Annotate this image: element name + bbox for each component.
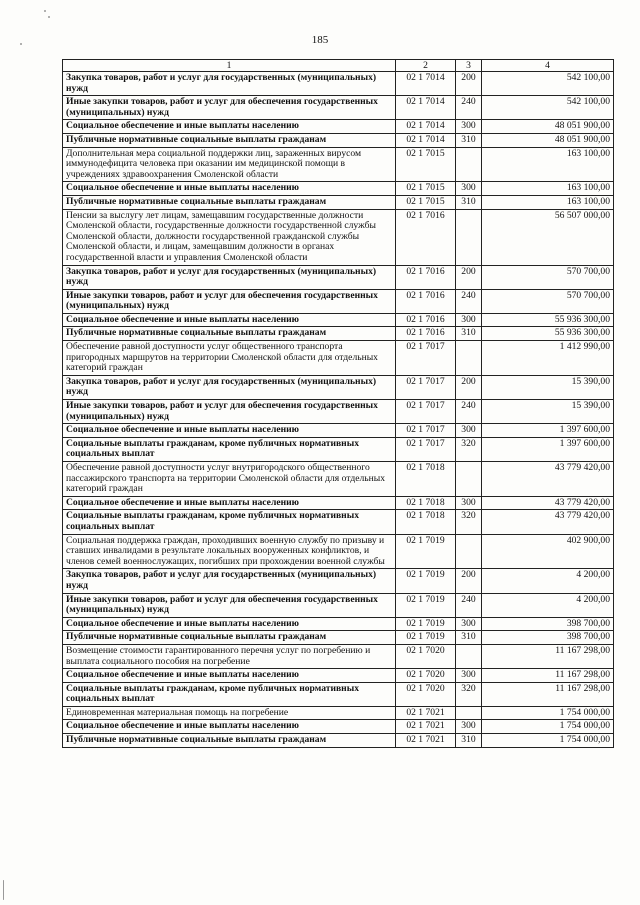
- budget-table: [62, 59, 614, 748]
- row-code: 02 1 7017: [396, 400, 456, 424]
- row-amount: 48 051 900,00: [482, 120, 614, 134]
- row-type: 300: [456, 182, 482, 196]
- row-name: Социальное обеспечение и иные выплаты населению: [63, 182, 396, 196]
- row-amount: 56 507 000,00: [482, 209, 614, 265]
- row-type: [456, 644, 482, 668]
- table-body: [63, 72, 614, 748]
- row-type: 200: [456, 72, 482, 96]
- row-amount: 398 700,00: [482, 631, 614, 645]
- row-amount: 542 100,00: [482, 72, 614, 96]
- row-name: Социальные выплаты гражданам, кроме публичных нормативных социальных выплат: [63, 510, 396, 534]
- header-cell: 1: [63, 60, 396, 72]
- table-row: [63, 72, 614, 96]
- row-amount: 1 412 990,00: [482, 341, 614, 376]
- table-row: [63, 534, 614, 569]
- table-row: [63, 462, 614, 497]
- table-row: [63, 424, 614, 438]
- scan-speck: [20, 43, 22, 45]
- row-name: Социальное обеспечение и иные выплаты населению: [63, 496, 396, 510]
- row-type: 300: [456, 424, 482, 438]
- row-amount: 163 100,00: [482, 147, 614, 182]
- row-name: Социальное обеспечение и иные выплаты населению: [63, 424, 396, 438]
- row-code: 02 1 7019: [396, 569, 456, 593]
- row-code: 02 1 7016: [396, 327, 456, 341]
- row-code: 02 1 7019: [396, 617, 456, 631]
- row-type: 310: [456, 195, 482, 209]
- row-code: 02 1 7017: [396, 341, 456, 376]
- row-amount: 542 100,00: [482, 96, 614, 120]
- row-amount: 55 936 300,00: [482, 327, 614, 341]
- row-name: Публичные нормативные социальные выплаты гражданам: [63, 734, 396, 748]
- header-cell: 3: [456, 60, 482, 72]
- row-name: Возмещение стоимости гарантированного перечня услуг по погребению и выплата социального пособия на погребение: [63, 644, 396, 668]
- row-type: [456, 209, 482, 265]
- table-row: [63, 375, 614, 399]
- row-name: Закупка товаров, работ и услуг для государственных (муниципальных) нужд: [63, 569, 396, 593]
- row-code: 02 1 7014: [396, 72, 456, 96]
- table-row: [63, 341, 614, 376]
- row-code: 02 1 7014: [396, 133, 456, 147]
- table-row: [63, 120, 614, 134]
- row-code: 02 1 7021: [396, 734, 456, 748]
- row-amount: 1 754 000,00: [482, 734, 614, 748]
- table-row: [63, 313, 614, 327]
- row-code: 02 1 7015: [396, 147, 456, 182]
- row-name: Иные закупки товаров, работ и услуг для обеспечения государственных (муниципальных) нужд: [63, 289, 396, 313]
- row-amount: 43 779 420,00: [482, 462, 614, 497]
- table-row: [63, 289, 614, 313]
- row-name: Социальное обеспечение и иные выплаты населению: [63, 720, 396, 734]
- row-code: 02 1 7021: [396, 706, 456, 720]
- row-amount: 570 700,00: [482, 265, 614, 289]
- table-row: [63, 734, 614, 748]
- table-row: [63, 644, 614, 668]
- row-code: 02 1 7017: [396, 437, 456, 461]
- row-name: Закупка товаров, работ и услуг для государственных (муниципальных) нужд: [63, 72, 396, 96]
- row-amount: 11 167 298,00: [482, 644, 614, 668]
- row-type: 240: [456, 593, 482, 617]
- row-type: 310: [456, 327, 482, 341]
- row-amount: 43 779 420,00: [482, 510, 614, 534]
- row-code: 02 1 7016: [396, 265, 456, 289]
- row-code: 02 1 7019: [396, 631, 456, 645]
- table-row: [63, 147, 614, 182]
- row-name: Закупка товаров, работ и услуг для государственных (муниципальных) нужд: [63, 375, 396, 399]
- row-code: 02 1 7016: [396, 313, 456, 327]
- page-number: 185: [311, 34, 329, 46]
- header-cell: 2: [396, 60, 456, 72]
- row-type: 310: [456, 133, 482, 147]
- row-amount: 48 051 900,00: [482, 133, 614, 147]
- row-type: 300: [456, 669, 482, 683]
- row-name: Иные закупки товаров, работ и услуг для обеспечения государственных (муниципальных) нужд: [63, 400, 396, 424]
- table-row: [63, 510, 614, 534]
- row-amount: 15 390,00: [482, 375, 614, 399]
- table-row: [63, 96, 614, 120]
- row-type: 320: [456, 510, 482, 534]
- row-type: 300: [456, 496, 482, 510]
- row-amount: 55 936 300,00: [482, 313, 614, 327]
- table-row: [63, 437, 614, 461]
- row-type: [456, 147, 482, 182]
- table-row: [63, 327, 614, 341]
- row-type: 320: [456, 682, 482, 706]
- table-row: [63, 265, 614, 289]
- table-row: [63, 133, 614, 147]
- row-type: 200: [456, 375, 482, 399]
- row-name: Публичные нормативные социальные выплаты гражданам: [63, 631, 396, 645]
- row-code: 02 1 7021: [396, 720, 456, 734]
- row-type: 310: [456, 631, 482, 645]
- row-type: 300: [456, 617, 482, 631]
- table-row: [63, 617, 614, 631]
- row-code: 02 1 7020: [396, 644, 456, 668]
- row-name: Социальная поддержка граждан, проходивших военную службу по призыву и ставших инвалидами в результате локальных вооруженных конфликтов, и членов семей военнослужащих, погибших при прохождении военной службы: [63, 534, 396, 569]
- row-name: Социальное обеспечение и иные выплаты населению: [63, 313, 396, 327]
- scan-edge: [3, 880, 4, 900]
- row-name: Публичные нормативные социальные выплаты гражданам: [63, 195, 396, 209]
- table-row: [63, 569, 614, 593]
- table-row: [63, 209, 614, 265]
- table-row: [63, 669, 614, 683]
- row-type: [456, 706, 482, 720]
- row-name: Социальные выплаты гражданам, кроме публичных нормативных социальных выплат: [63, 682, 396, 706]
- row-name: Социальное обеспечение и иные выплаты населению: [63, 669, 396, 683]
- row-name: Закупка товаров, работ и услуг для государственных (муниципальных) нужд: [63, 265, 396, 289]
- row-type: 240: [456, 289, 482, 313]
- row-amount: 4 200,00: [482, 569, 614, 593]
- row-code: 02 1 7017: [396, 375, 456, 399]
- row-type: 300: [456, 720, 482, 734]
- row-code: 02 1 7019: [396, 593, 456, 617]
- row-name: Иные закупки товаров, работ и услуг для обеспечения государственных (муниципальных) нужд: [63, 593, 396, 617]
- row-code: 02 1 7016: [396, 289, 456, 313]
- row-name: Социальные выплаты гражданам, кроме публичных нормативных социальных выплат: [63, 437, 396, 461]
- row-type: 240: [456, 400, 482, 424]
- table-row: [63, 182, 614, 196]
- row-name: Публичные нормативные социальные выплаты гражданам: [63, 327, 396, 341]
- row-type: 300: [456, 313, 482, 327]
- row-name: Дополнительная мера социальной поддержки лиц, зараженных вирусом иммунодефицита человека при оказании им медицинской помощи в учреждениях здравоохранения Смоленской области: [63, 147, 396, 182]
- row-type: 200: [456, 265, 482, 289]
- scan-speck: [44, 10, 46, 12]
- row-code: 02 1 7019: [396, 534, 456, 569]
- row-code: 02 1 7018: [396, 496, 456, 510]
- row-name: Обеспечение равной доступности услуг общественного транспорта пригородных маршрутов на территории Смоленской области для отдельных категорий граждан: [63, 341, 396, 376]
- row-name: Социальное обеспечение и иные выплаты населению: [63, 120, 396, 134]
- row-code: 02 1 7015: [396, 182, 456, 196]
- row-type: 310: [456, 734, 482, 748]
- row-amount: 402 900,00: [482, 534, 614, 569]
- row-code: 02 1 7014: [396, 120, 456, 134]
- header-row: [63, 60, 614, 72]
- row-name: Публичные нормативные социальные выплаты гражданам: [63, 133, 396, 147]
- row-amount: 1 397 600,00: [482, 424, 614, 438]
- row-type: [456, 534, 482, 569]
- row-code: 02 1 7020: [396, 682, 456, 706]
- row-type: 300: [456, 120, 482, 134]
- row-code: 02 1 7015: [396, 195, 456, 209]
- row-amount: 163 100,00: [482, 182, 614, 196]
- row-amount: 15 390,00: [482, 400, 614, 424]
- row-name: Социальное обеспечение и иные выплаты населению: [63, 617, 396, 631]
- scan-speck: [48, 16, 50, 18]
- row-code: 02 1 7018: [396, 462, 456, 497]
- row-amount: 1 754 000,00: [482, 706, 614, 720]
- row-amount: 1 754 000,00: [482, 720, 614, 734]
- row-code: 02 1 7018: [396, 510, 456, 534]
- row-amount: 570 700,00: [482, 289, 614, 313]
- row-type: [456, 341, 482, 376]
- row-code: 02 1 7016: [396, 209, 456, 265]
- header-cell: 4: [482, 60, 614, 72]
- row-type: 240: [456, 96, 482, 120]
- row-amount: 4 200,00: [482, 593, 614, 617]
- row-amount: 398 700,00: [482, 617, 614, 631]
- row-name: Иные закупки товаров, работ и услуг для обеспечения государственных (муниципальных) нужд: [63, 96, 396, 120]
- row-code: 02 1 7014: [396, 96, 456, 120]
- table-row: [63, 400, 614, 424]
- table-row: [63, 496, 614, 510]
- row-type: [456, 462, 482, 497]
- table-row: [63, 631, 614, 645]
- table-row: [63, 706, 614, 720]
- row-name: Обеспечение равной доступности услуг внутригородского общественного пассажирского транспорта на территории Смоленской области для отдельных категорий граждан: [63, 462, 396, 497]
- row-code: 02 1 7017: [396, 424, 456, 438]
- row-amount: 11 167 298,00: [482, 682, 614, 706]
- row-name: Единовременная материальная помощь на погребение: [63, 706, 396, 720]
- table-row: [63, 195, 614, 209]
- row-type: 200: [456, 569, 482, 593]
- row-amount: 11 167 298,00: [482, 669, 614, 683]
- row-amount: 43 779 420,00: [482, 496, 614, 510]
- table-row: [63, 682, 614, 706]
- table-row: [63, 720, 614, 734]
- row-amount: 1 397 600,00: [482, 437, 614, 461]
- row-type: 320: [456, 437, 482, 461]
- table-row: [63, 593, 614, 617]
- row-amount: 163 100,00: [482, 195, 614, 209]
- row-code: 02 1 7020: [396, 669, 456, 683]
- row-name: Пенсии за выслугу лет лицам, замещавшим государственные должности Смоленской области, государственные должности государственной службы Смоленской области, должности государственной гражданской службы Смоленской области, и лицам, замещавшим должности в органах государственной власти и управления Смоленской области: [63, 209, 396, 265]
